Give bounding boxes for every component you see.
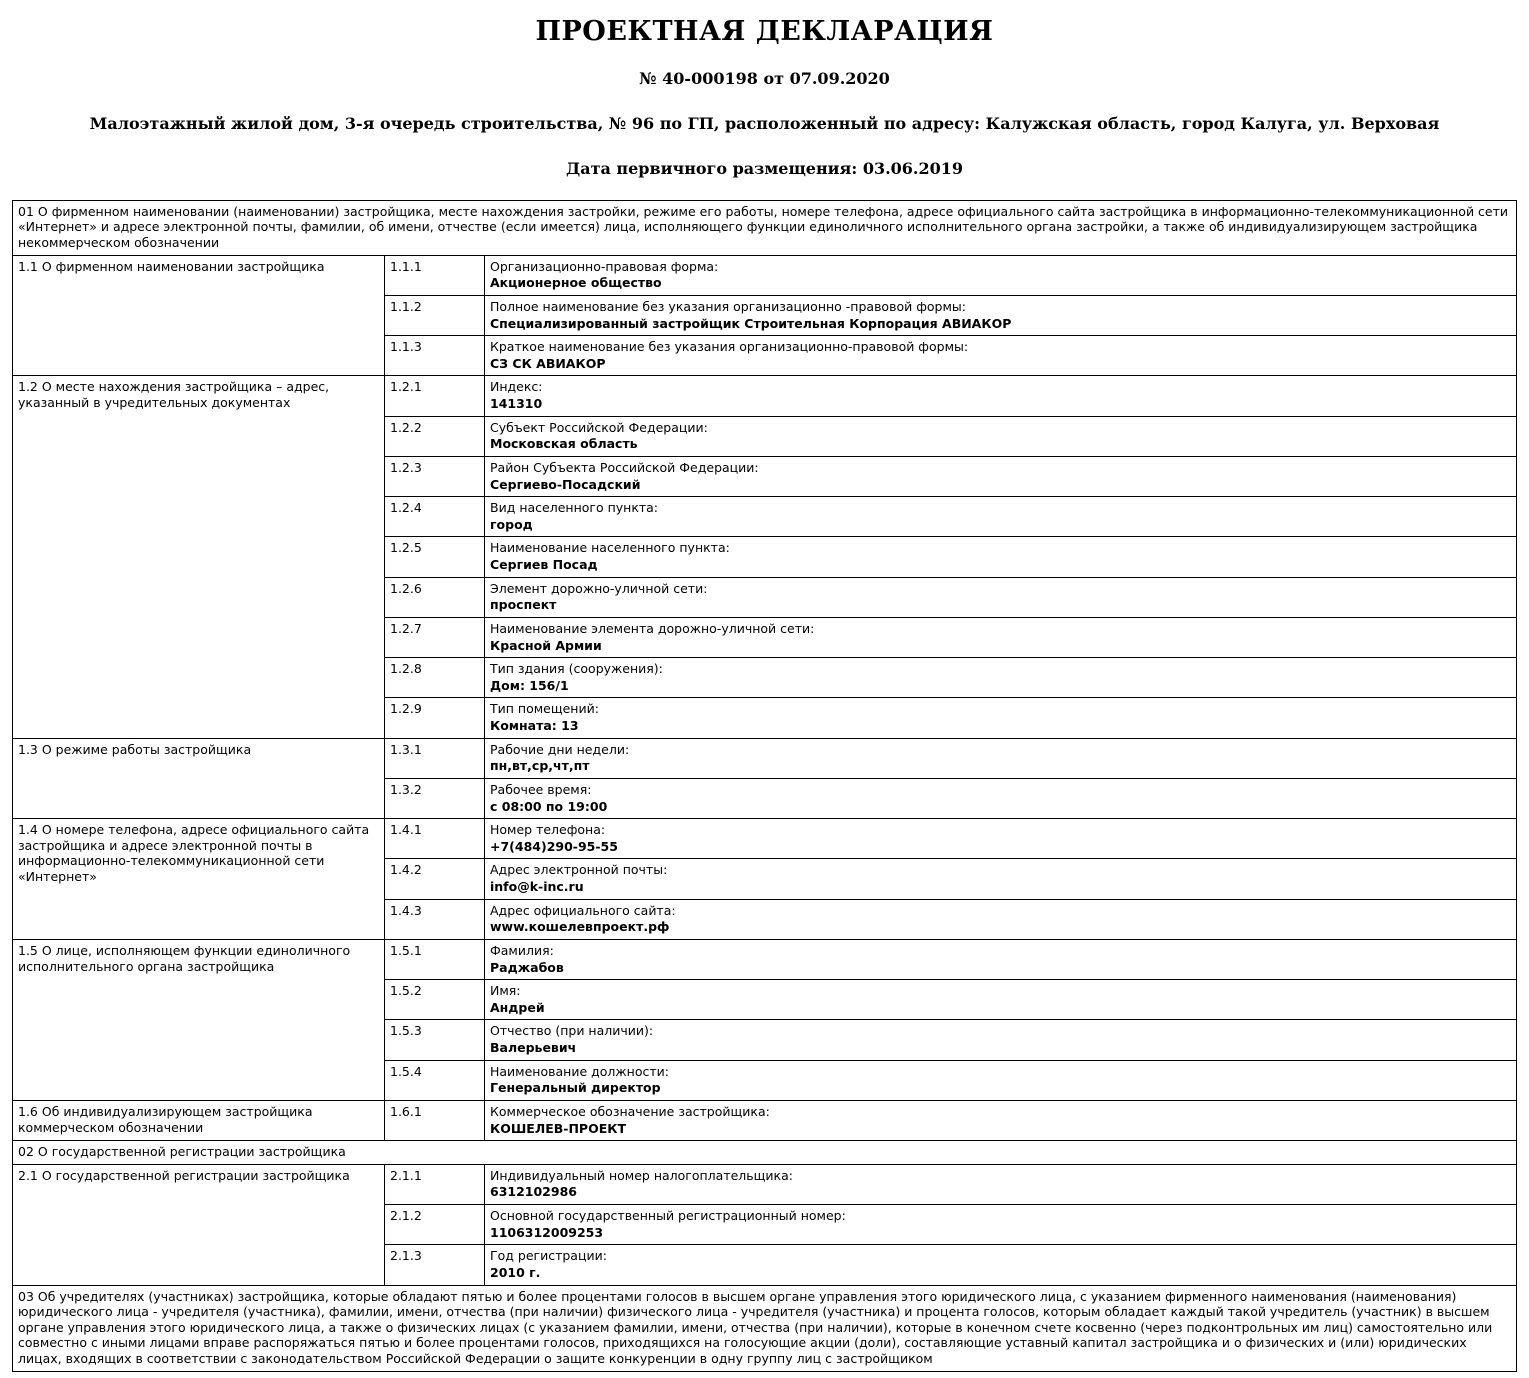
value-caption: Наименование должности: bbox=[490, 1063, 669, 1079]
value-caption: Рабочие дни недели: bbox=[490, 741, 630, 757]
row-value bbox=[485, 899, 1517, 939]
section-header-row bbox=[13, 200, 1517, 255]
row-code: 1.5.1 bbox=[385, 939, 485, 979]
value-caption: Имя: bbox=[490, 983, 521, 999]
row-value bbox=[485, 617, 1517, 657]
group-label-1-6: 1.6 Об индивидуализирующем застройщика коммерческом обозначении bbox=[13, 1100, 385, 1140]
row-code: 1.1.1 bbox=[385, 255, 485, 295]
row-code: 1.2.3 bbox=[385, 456, 485, 496]
group-label-2-1: 2.1 О государственной регистрации застройщика bbox=[13, 1164, 385, 1285]
group-label-1-3: 1.3 О режиме работы застройщика bbox=[13, 738, 385, 819]
row-code: 1.5.3 bbox=[385, 1020, 485, 1060]
value-text: +7(484)290-95-55 bbox=[490, 838, 618, 854]
row-value bbox=[485, 1100, 1517, 1140]
value-caption: Краткое наименование без указания организационно-правовой формы: bbox=[490, 339, 969, 355]
page-title: ПРОЕКТНАЯ ДЕКЛАРАЦИЯ bbox=[535, 16, 994, 47]
row-value bbox=[485, 416, 1517, 456]
row-value bbox=[485, 939, 1517, 979]
group-label-1-2: 1.2 О месте нахождения застройщика – адрес, указанный в учредительных документах bbox=[13, 376, 385, 738]
value-text: Раджабов bbox=[490, 959, 564, 975]
value-caption: Адрес электронной почты: bbox=[490, 862, 668, 878]
table-row bbox=[13, 819, 1517, 859]
value-caption: Отчество (при наличии): bbox=[490, 1023, 654, 1039]
value-caption: Район Субъекта Российской Федерации: bbox=[490, 459, 759, 475]
row-code: 1.1.2 bbox=[385, 295, 485, 335]
row-code: 1.5.4 bbox=[385, 1060, 485, 1100]
value-text: Московская область bbox=[490, 436, 638, 452]
row-value bbox=[485, 376, 1517, 416]
value-caption: Организационно-правовая форма: bbox=[490, 258, 719, 274]
group-label-1-5: 1.5 О лице, исполняющем функции единоличного исполнительного органа застройщика bbox=[13, 939, 385, 1100]
row-value bbox=[485, 577, 1517, 617]
value-caption: Индивидуальный номер налогоплательщика: bbox=[490, 1167, 793, 1183]
value-text: проспект bbox=[490, 597, 557, 613]
row-code: 2.1.1 bbox=[385, 1164, 485, 1204]
value-text: город bbox=[490, 516, 533, 532]
value-caption: Элемент дорожно-уличной сети: bbox=[490, 580, 708, 596]
group-label-1-4: 1.4 О номере телефона, адресе официального сайта застройщика и адресе электронной почты в информационно-телекоммуникационной сети «Интернет» bbox=[13, 819, 385, 940]
row-code: 1.2.4 bbox=[385, 497, 485, 537]
value-caption: Индекс: bbox=[490, 379, 543, 395]
table-row bbox=[13, 939, 1517, 979]
group-label-1-1: 1.1 О фирменном наименовании застройщика bbox=[13, 255, 385, 376]
value-caption: Тип помещений: bbox=[490, 701, 599, 717]
value-text: Валерьевич bbox=[490, 1040, 577, 1056]
row-value bbox=[485, 778, 1517, 818]
row-code: 2.1.2 bbox=[385, 1205, 485, 1245]
value-text: с 08:00 по 19:00 bbox=[490, 798, 608, 814]
value-text: 141310 bbox=[490, 396, 543, 412]
row-value bbox=[485, 456, 1517, 496]
value-text: пн,вт,ср,чт,пт bbox=[490, 758, 590, 774]
row-value bbox=[485, 819, 1517, 859]
row-code: 2.1.3 bbox=[385, 1245, 485, 1285]
value-text: 1106312009253 bbox=[490, 1224, 604, 1240]
declaration-table bbox=[12, 200, 1517, 1372]
value-text: СЗ СК АВИАКОР bbox=[490, 355, 606, 371]
declaration-object: Малоэтажный жилой дом, 3-я очередь строительства, № 96 по ГП, расположенный по адресу: Калужская область, город Калуга, ул. Верховая bbox=[89, 114, 1440, 134]
row-code: 1.2.6 bbox=[385, 577, 485, 617]
section-01-header: 01 О фирменном наименовании (наименовании) застройщика, месте нахождения застройки, режиме его работы, номере телефона, адресе официального сайта застройщика в информационно-телекоммуникационной сети «Интернет» и адресе электронной почты, фамилии, об имени, отчестве (если имеется) лица, исполняющего функции единоличного исполнительного органа застройки, а также об индивидуализирующем застройщика некоммерческом обозначении bbox=[13, 200, 1517, 255]
section-02-header: 02 О государственной регистрации застройщика bbox=[13, 1141, 1517, 1165]
value-text: КОШЕЛЕВ-ПРОЕКТ bbox=[490, 1120, 626, 1136]
value-text: Генеральный директор bbox=[490, 1080, 661, 1096]
row-value bbox=[485, 980, 1517, 1020]
value-caption: Вид населенного пункта: bbox=[490, 500, 659, 516]
section-header-row bbox=[13, 1285, 1517, 1371]
value-text: Дом: 156/1 bbox=[490, 677, 569, 693]
row-value bbox=[485, 295, 1517, 335]
row-value bbox=[485, 1205, 1517, 1245]
value-caption: Номер телефона: bbox=[490, 822, 606, 838]
row-code: 1.3.1 bbox=[385, 738, 485, 778]
row-value bbox=[485, 1060, 1517, 1100]
row-value bbox=[485, 1020, 1517, 1060]
value-text: Сергиево-Посадский bbox=[490, 476, 641, 492]
section-header-row bbox=[13, 1141, 1517, 1165]
row-code: 1.5.2 bbox=[385, 980, 485, 1020]
value-text: www.кошелевпроект.рф bbox=[490, 919, 670, 935]
value-text: Комната: 13 bbox=[490, 718, 579, 734]
row-code: 1.4.3 bbox=[385, 899, 485, 939]
value-caption: Тип здания (сооружения): bbox=[490, 661, 663, 677]
row-code: 1.2.9 bbox=[385, 698, 485, 738]
row-value bbox=[485, 537, 1517, 577]
value-caption: Полное наименование без указания организационно -правовой формы: bbox=[490, 298, 966, 314]
value-text: Андрей bbox=[490, 999, 545, 1015]
row-code: 1.1.3 bbox=[385, 336, 485, 376]
section-03-header: 03 Об учредителях (участниках) застройщика, которые обладают пятью и более процентами голосов в высшем органе управления этого юридического лица, с указанием фирменного наименования (наименования) юридического лица - учредителя (участника), фамилии, имени, отчества (при наличии) физического лица - учредителя (участника) и процента голосов, которым обладает каждый такой учредитель (участник) в высшем органе управления этого юридического лица, а также о физических лицах (с указанием фамилии, имени, отчества (при наличии), которые в конечном счете косвенно (через подконтрольных им лиц) самостоятельно или совместно с иными лицами вправе распоряжаться пятью и более процентами голосов, приходящихся на голосующие акции (доли), составляющие уставный капитал застройщика и о физических и (или) юридических лицах, входящих в соответствии с законодательством Российской Федерации о защите конкуренции в одну группу лиц с застройщиком bbox=[13, 1285, 1517, 1371]
row-value bbox=[485, 738, 1517, 778]
value-caption: Субъект Российской Федерации: bbox=[490, 419, 708, 435]
row-code: 1.2.7 bbox=[385, 617, 485, 657]
row-value bbox=[485, 255, 1517, 295]
value-caption: Рабочее время: bbox=[490, 781, 592, 797]
row-code: 1.3.2 bbox=[385, 778, 485, 818]
row-value bbox=[485, 658, 1517, 698]
row-code: 1.2.1 bbox=[385, 376, 485, 416]
value-caption: Наименование элемента дорожно-уличной сети: bbox=[490, 620, 815, 636]
value-caption: Наименование населенного пункта: bbox=[490, 540, 730, 556]
value-text: Сергиев Посад bbox=[490, 557, 598, 573]
row-code: 1.2.8 bbox=[385, 658, 485, 698]
row-code: 1.4.2 bbox=[385, 859, 485, 899]
declaration-table-body bbox=[13, 200, 1517, 1371]
table-row bbox=[13, 1164, 1517, 1204]
table-row bbox=[13, 255, 1517, 295]
value-text: info@k-inc.ru bbox=[490, 879, 584, 895]
table-row bbox=[13, 376, 1517, 416]
row-value bbox=[485, 336, 1517, 376]
value-text: Красной Армии bbox=[490, 637, 602, 653]
first-publication-date: Дата первичного размещения: 03.06.2019 bbox=[565, 158, 964, 178]
row-value bbox=[485, 1164, 1517, 1204]
value-caption: Фамилия: bbox=[490, 942, 554, 958]
value-caption: Адрес официального сайта: bbox=[490, 902, 676, 918]
value-caption: Основной государственный регистрационный номер: bbox=[490, 1208, 846, 1224]
row-value bbox=[485, 497, 1517, 537]
row-code: 1.2.5 bbox=[385, 537, 485, 577]
value-text: 6312102986 bbox=[490, 1184, 577, 1200]
row-code: 1.6.1 bbox=[385, 1100, 485, 1140]
value-caption: Год регистрации: bbox=[490, 1248, 607, 1264]
table-row bbox=[13, 1100, 1517, 1140]
value-text: Специализированный застройщик Строительная Корпорация АВИАКОР bbox=[490, 315, 1012, 331]
row-code: 1.4.1 bbox=[385, 819, 485, 859]
row-value bbox=[485, 859, 1517, 899]
row-code: 1.2.2 bbox=[385, 416, 485, 456]
value-caption: Коммерческое обозначение застройщика: bbox=[490, 1103, 770, 1119]
table-row bbox=[13, 738, 1517, 778]
row-value bbox=[485, 698, 1517, 738]
declaration-number: № 40-000198 от 07.09.2020 bbox=[639, 69, 890, 89]
value-text: 2010 г. bbox=[490, 1264, 541, 1280]
row-value bbox=[485, 1245, 1517, 1285]
value-text: Акционерное общество bbox=[490, 275, 662, 291]
